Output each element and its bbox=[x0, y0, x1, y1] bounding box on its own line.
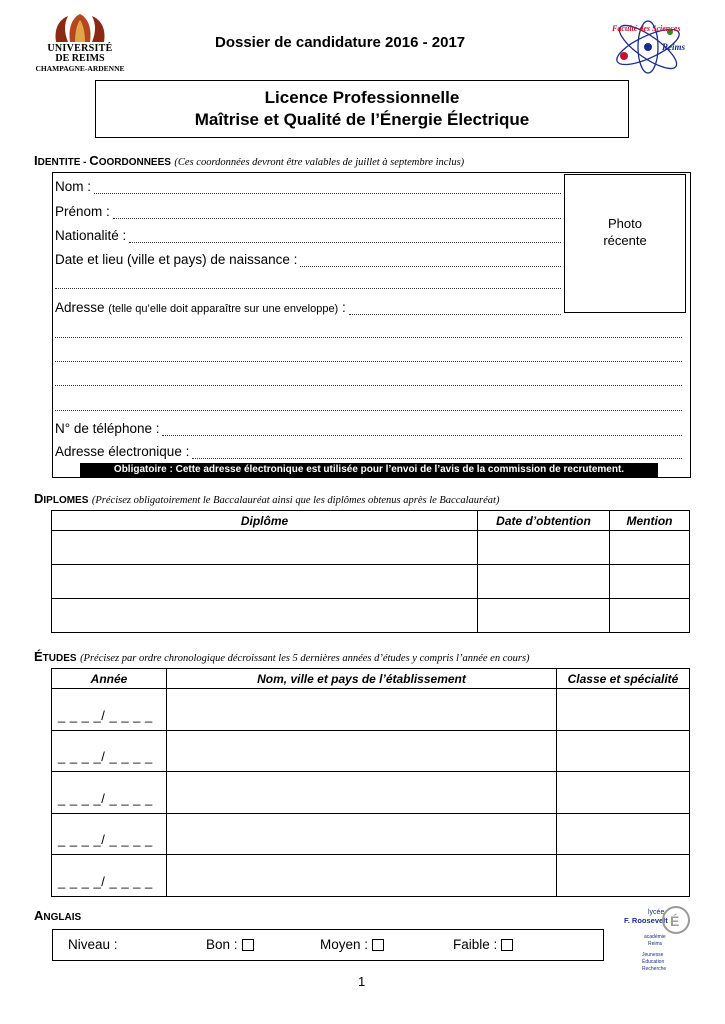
prenom-label: Prénom : bbox=[55, 204, 110, 219]
adresse-field[interactable] bbox=[55, 300, 561, 315]
lycee-logo-icon bbox=[620, 898, 694, 974]
page-number: 1 bbox=[358, 974, 366, 989]
university-name-line: CHAMPAGNE-ARDENNE bbox=[35, 64, 125, 73]
mention-cell[interactable] bbox=[610, 531, 690, 565]
lycee-logo-text-5: Jeunesse bbox=[642, 952, 664, 958]
diplomes-section-title bbox=[34, 491, 499, 506]
dossier-title: Dossier de candidature 2016 - 2017 bbox=[215, 34, 466, 51]
bon-checkbox[interactable] bbox=[242, 939, 254, 951]
diplomes-table bbox=[51, 510, 690, 633]
annee-column-header: Année bbox=[52, 669, 167, 689]
identite-hint: (Ces coordonnées devront être valables de juillet à septembre inclus) bbox=[174, 157, 465, 168]
identite-title-cap1: I bbox=[34, 153, 38, 168]
naissance-field[interactable] bbox=[55, 252, 561, 267]
table-row bbox=[52, 531, 690, 565]
diplome-cell[interactable] bbox=[52, 599, 478, 633]
email-field[interactable] bbox=[55, 444, 682, 459]
date-cell[interactable] bbox=[478, 599, 610, 633]
moyen-option[interactable] bbox=[320, 937, 384, 952]
annee-cell[interactable]: _ _ _ _/ _ _ _ _ bbox=[52, 730, 167, 772]
etablissement-cell[interactable] bbox=[167, 689, 557, 731]
table-row bbox=[52, 565, 690, 599]
adresse-line-4[interactable] bbox=[55, 385, 682, 386]
identite-title-cap2: C bbox=[89, 153, 99, 168]
bon-option[interactable] bbox=[206, 937, 254, 952]
mention-cell[interactable] bbox=[610, 565, 690, 599]
email-label: Adresse électronique : bbox=[55, 444, 190, 459]
program-title-line1: Licence Professionnelle bbox=[264, 88, 460, 107]
adresse-colon: : bbox=[342, 300, 346, 315]
mention-cell[interactable] bbox=[610, 599, 690, 633]
photo-label-line1: Photo bbox=[608, 216, 642, 231]
naissance-extra-line[interactable] bbox=[55, 288, 561, 289]
nationalite-input-line[interactable] bbox=[129, 231, 561, 243]
etudes-title-rest: TUDES bbox=[42, 653, 77, 664]
diplome-cell[interactable] bbox=[52, 531, 478, 565]
annee-cell[interactable]: _ _ _ _/ _ _ _ _ bbox=[52, 813, 167, 855]
prenom-input-line[interactable] bbox=[113, 207, 561, 219]
adresse-hint: (telle qu’elle doit apparaître sur une enveloppe) bbox=[108, 303, 339, 315]
identite-title-rest2: OORDONNEES bbox=[98, 157, 171, 168]
annee-cell[interactable]: _ _ _ _/ _ _ _ _ bbox=[52, 689, 167, 731]
etablissement-cell[interactable] bbox=[167, 772, 557, 814]
mention-column-header: Mention bbox=[610, 511, 690, 531]
nationalite-field[interactable] bbox=[55, 228, 561, 243]
lycee-logo-text-6: Éducation bbox=[642, 959, 665, 965]
diplomes-hint: (Précisez obligatoirement le Baccalauréat ainsi que les diplômes obtenus après le Baccalauréat) bbox=[91, 495, 500, 506]
diplome-column-header: Diplôme bbox=[52, 511, 478, 531]
classe-cell[interactable] bbox=[557, 772, 690, 814]
faculty-name: Faculté des Sciences bbox=[612, 24, 681, 33]
naissance-input-line[interactable] bbox=[300, 255, 561, 267]
adresse-line-5[interactable] bbox=[55, 410, 682, 411]
diplomes-title-cap: D bbox=[34, 491, 44, 506]
annee-cell[interactable]: _ _ _ _/ _ _ _ _ bbox=[52, 772, 167, 814]
date-cell[interactable] bbox=[478, 531, 610, 565]
faible-option[interactable] bbox=[453, 937, 513, 952]
etablissement-cell[interactable] bbox=[167, 730, 557, 772]
email-mandatory-notice: Obligatoire : Cette adresse électronique est utilisée pour l’envoi de l’avis de la commission de recrutement. bbox=[80, 463, 658, 477]
program-title-line2: Maîtrise et Qualité de l’Énergie Électrique bbox=[194, 110, 530, 129]
telephone-label: N° de téléphone : bbox=[55, 421, 160, 436]
lycee-logo-text-3: académie bbox=[644, 934, 666, 940]
bon-label: Bon : bbox=[206, 937, 238, 952]
lycee-logo-text-1: lycée bbox=[648, 909, 665, 916]
faculty-city: Reims bbox=[662, 42, 686, 52]
anglais-title-rest: NGLAIS bbox=[43, 912, 82, 923]
email-input-line[interactable] bbox=[192, 447, 682, 459]
etudes-hint: (Précisez par ordre chronologique décroissant les 5 dernières années d’études y compris l’année en cours) bbox=[80, 653, 530, 664]
etablissement-cell[interactable] bbox=[167, 855, 557, 897]
university-name-line: UNIVERSITÉ bbox=[47, 43, 113, 54]
identite-title-rest1: DENTITE - bbox=[37, 157, 90, 168]
university-name-line: DE REIMS bbox=[55, 53, 105, 64]
table-row bbox=[52, 813, 690, 855]
university-crown-icon bbox=[48, 12, 112, 44]
lycee-logo bbox=[620, 898, 694, 974]
date-cell[interactable] bbox=[478, 565, 610, 599]
adresse-label bbox=[55, 300, 346, 315]
etudes-section-title bbox=[34, 649, 530, 664]
university-logo bbox=[30, 12, 130, 74]
date-column-header: Date d’obtention bbox=[478, 511, 610, 531]
table-row bbox=[52, 689, 690, 731]
identite-section-title bbox=[34, 153, 464, 168]
telephone-input-line[interactable] bbox=[162, 424, 682, 436]
table-row bbox=[52, 772, 690, 814]
lycee-logo-text-2: F. Roosevelt bbox=[624, 916, 668, 925]
table-row bbox=[52, 855, 690, 897]
telephone-field[interactable] bbox=[55, 421, 682, 436]
nom-label: Nom : bbox=[55, 179, 92, 194]
lycee-logo-e-glyph: É bbox=[670, 913, 680, 929]
moyen-label: Moyen : bbox=[320, 937, 369, 952]
classe-cell[interactable] bbox=[557, 813, 690, 855]
classe-cell[interactable] bbox=[557, 855, 690, 897]
etudes-header-row bbox=[52, 669, 690, 689]
adresse-line-3[interactable] bbox=[55, 361, 682, 362]
anglais-title-cap: A bbox=[34, 908, 44, 923]
classe-cell[interactable] bbox=[557, 730, 690, 772]
nom-input-line[interactable] bbox=[94, 182, 561, 194]
annee-cell[interactable]: _ _ _ _/ _ _ _ _ bbox=[52, 855, 167, 897]
etudes-title-cap: É bbox=[34, 649, 43, 664]
faible-label: Faible : bbox=[453, 937, 498, 952]
table-row bbox=[52, 730, 690, 772]
moyen-checkbox[interactable] bbox=[372, 939, 384, 951]
diplomes-header-row bbox=[52, 511, 690, 531]
diplome-cell[interactable] bbox=[52, 565, 478, 599]
nom-field[interactable] bbox=[55, 179, 561, 194]
lycee-logo-text-4: Reims bbox=[648, 941, 663, 947]
naissance-label: Date et lieu (ville et pays) de naissance : bbox=[55, 252, 298, 267]
faible-checkbox[interactable] bbox=[501, 939, 513, 951]
prenom-field[interactable] bbox=[55, 204, 561, 219]
diplomes-title-rest: IPLOMES bbox=[43, 495, 89, 506]
classe-column-header: Classe et spécialité bbox=[557, 669, 690, 689]
anglais-section-title bbox=[34, 908, 81, 923]
classe-cell[interactable] bbox=[557, 689, 690, 731]
table-row bbox=[52, 599, 690, 633]
etablissement-cell[interactable] bbox=[167, 813, 557, 855]
niveau-label: Niveau : bbox=[68, 937, 118, 952]
etudes-table bbox=[51, 668, 690, 897]
adresse-label-text: Adresse bbox=[55, 300, 105, 315]
nationalite-label: Nationalité : bbox=[55, 228, 127, 243]
lycee-logo-text-7: Recherche bbox=[642, 966, 667, 972]
photo-label-line2: récente bbox=[603, 233, 647, 248]
etablissement-column-header: Nom, ville et pays de l’établissement bbox=[167, 669, 557, 689]
photo-box[interactable] bbox=[564, 174, 686, 313]
program-title-box bbox=[95, 80, 629, 138]
faculty-logo bbox=[600, 14, 695, 76]
adresse-line-2[interactable] bbox=[55, 337, 682, 338]
adresse-input-line[interactable] bbox=[349, 303, 561, 315]
